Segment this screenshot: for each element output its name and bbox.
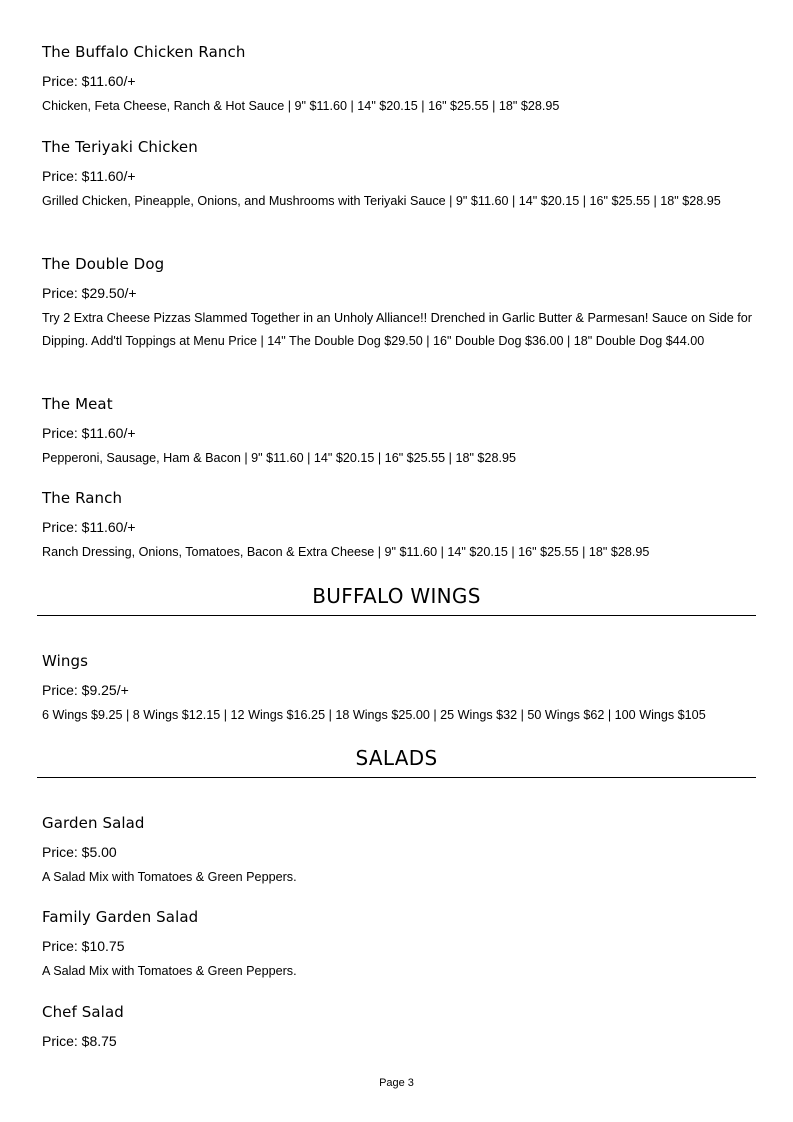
item-description: Try 2 Extra Cheese Pizzas Slammed Together in an Unholy Alliance!! Drenched in Garlic Butter & Parmesan! Sauce on Side for Dipping. Add'tl Toppings at Menu Price | 14" The Double Dog $29.50 | 16" Double Dog $36.00 | 18" Double Dog $44.00 [42, 311, 752, 348]
item-name: The Ranch [42, 489, 123, 507]
item-price: Price: $5.00 [42, 844, 117, 860]
item-price: Price: $11.60/+ [42, 519, 136, 535]
item-description: Pepperoni, Sausage, Ham & Bacon | 9" $11.60 | 14" $20.15 | 16" $25.55 | 18" $28.95 [42, 451, 516, 465]
menu-item [42, 255, 752, 353]
item-description: Ranch Dressing, Onions, Tomatoes, Bacon & Extra Cheese | 9" $11.60 | 14" $20.15 | 16" $25.55 | 18" $28.95 [42, 545, 650, 559]
menu-item [42, 1003, 752, 1050]
menu-item [42, 908, 752, 983]
menu-item [42, 395, 752, 470]
item-name: Wings [42, 652, 89, 670]
section-header-salads [37, 746, 756, 778]
item-price: Price: $9.25/+ [42, 682, 129, 698]
item-description: 6 Wings $9.25 | 8 Wings $12.15 | 12 Wings $16.25 | 18 Wings $25.00 | 25 Wings $32 | 50 Wings $62 | 100 Wings $105 [42, 708, 706, 722]
item-price: Price: $8.75 [42, 1033, 117, 1049]
item-description: A Salad Mix with Tomatoes & Green Peppers. [42, 964, 297, 978]
item-price: Price: $29.50/+ [42, 285, 137, 301]
page-number: Page 3 [379, 1077, 414, 1089]
menu-item [42, 138, 752, 213]
section-header-buffalo-wings [37, 584, 756, 616]
item-description: Chicken, Feta Cheese, Ranch & Hot Sauce | 9" $11.60 | 14" $20.15 | 16" $25.55 | 18" $28.95 [42, 99, 560, 113]
item-name: The Buffalo Chicken Ranch [42, 43, 246, 61]
menu-item [42, 43, 752, 118]
item-name: The Teriyaki Chicken [42, 138, 198, 156]
item-name: Family Garden Salad [42, 908, 199, 926]
menu-item [42, 814, 752, 889]
item-price: Price: $11.60/+ [42, 73, 136, 89]
item-name: The Double Dog [42, 255, 165, 273]
item-name: Chef Salad [42, 1003, 124, 1021]
section-title: BUFFALO WINGS [312, 584, 481, 608]
item-price: Price: $11.60/+ [42, 168, 136, 184]
menu-item [42, 652, 752, 727]
menu-item [42, 489, 752, 564]
item-name: The Meat [42, 395, 113, 413]
item-price: Price: $10.75 [42, 938, 125, 954]
item-name: Garden Salad [42, 814, 145, 832]
section-title: SALADS [355, 746, 438, 770]
item-price: Price: $11.60/+ [42, 425, 136, 441]
item-description: A Salad Mix with Tomatoes & Green Peppers. [42, 870, 297, 884]
item-description: Grilled Chicken, Pineapple, Onions, and Mushrooms with Teriyaki Sauce | 9" $11.60 | 14" $20.15 | 16" $25.55 | 18" $28.95 [42, 194, 721, 208]
